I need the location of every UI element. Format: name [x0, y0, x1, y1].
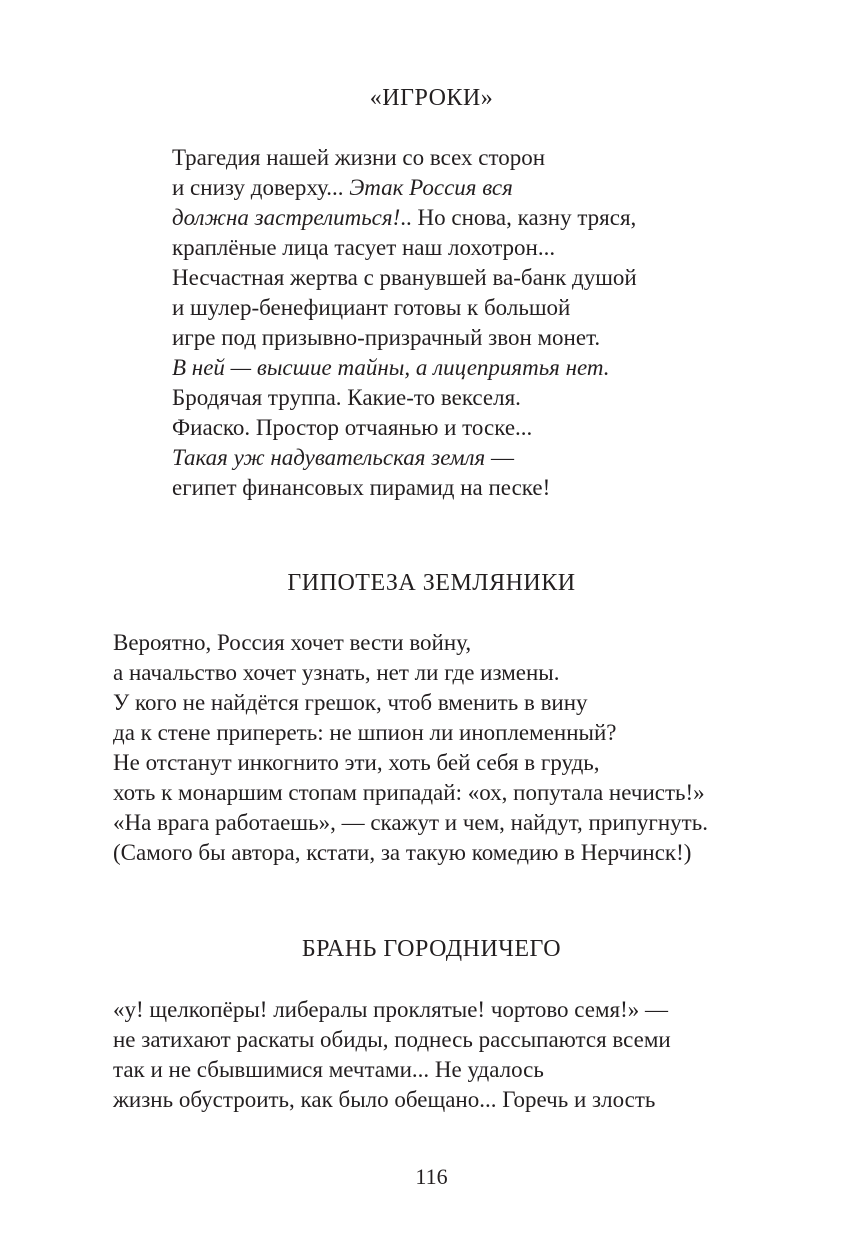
page-number: 116	[415, 1164, 448, 1189]
line-text: «На врага работаешь», — скажут и чем, найдут, припугнуть.	[113, 810, 708, 835]
line-text: краплёные лица тасует наш лохотрон...	[172, 235, 556, 260]
line-text: не затихают раскаты обиды, поднесь рассыпаются всеми	[113, 1027, 671, 1052]
line-text: египет финансовых пирамид на песке!	[172, 475, 551, 500]
poem-line	[113, 628, 708, 658]
poem-line	[172, 413, 637, 443]
poem-line	[113, 718, 708, 748]
poem-line	[172, 173, 637, 203]
line-text: жизнь обустроить, как было обещано... Горечь и злость	[113, 1087, 656, 1112]
poem-title-bran: БРАНЬ ГОРОДНИЧЕГО	[301, 936, 562, 962]
line-text: и шулер-бенефициант готовы к большой	[172, 295, 571, 320]
line-text: Несчастная жертва с рванувшей ва-банк душой	[172, 265, 637, 290]
poem-title-gipoteza: ГИПОТЕЗА ЗЕМЛЯНИКИ	[287, 570, 576, 596]
line-text: —	[485, 445, 514, 470]
italic-text: Такая уж надувательская земля	[172, 445, 486, 470]
poem-line	[172, 143, 637, 173]
line-text: и снизу доверху...	[172, 175, 350, 200]
poem-text-igroki	[172, 143, 637, 503]
italic-text: Этак Россия вся	[349, 175, 513, 200]
poem-line	[113, 808, 708, 838]
poem-line	[172, 353, 637, 383]
poem-line	[172, 443, 637, 473]
poem-line	[172, 323, 637, 353]
poem-line	[172, 203, 637, 233]
line-text: хоть к монаршим стопам припадай: «ох, попутала нечисть!»	[113, 780, 705, 805]
line-text: «у! щелкопёры! либералы проклятые! чортово семя!» —	[113, 997, 669, 1022]
line-text: Фиаско. Простор отчаянью и тоске...	[172, 415, 533, 440]
line-text: Бродячая труппа. Какие-то векселя.	[172, 385, 521, 410]
line-text: да к стене припереть: не шпион ли иноплеменный?	[113, 720, 617, 745]
poem-line	[113, 1055, 671, 1085]
line-text: (Самого бы автора, кстати, за такую комедию в Нерчинск!)	[113, 840, 692, 865]
poem-line	[172, 263, 637, 293]
poem-line	[113, 1085, 671, 1115]
line-text: У кого не найдётся грешок, чтоб вменить в вину	[113, 690, 588, 715]
poem-line	[113, 658, 708, 688]
poem-line	[113, 748, 708, 778]
poem-line	[172, 383, 637, 413]
line-text: так и не сбывшимися мечтами... Не удалось	[113, 1057, 544, 1082]
poem-line	[113, 995, 671, 1025]
poem-title-igroki: «ИГРОКИ»	[369, 85, 494, 111]
line-text: .. Но снова, казну тряся,	[400, 205, 637, 230]
poem-line	[113, 688, 708, 718]
poem-line	[113, 838, 708, 868]
italic-text: должна застрелиться!	[172, 205, 401, 230]
line-text: Трагедия нашей жизни со всех сторон	[172, 145, 545, 170]
poem-text-gipoteza	[113, 628, 708, 868]
italic-text: В ней — высшие тайны, а лицеприятья нет.	[172, 355, 610, 380]
poem-line	[172, 233, 637, 263]
poem-line	[172, 473, 637, 503]
poem-text-bran	[113, 995, 671, 1115]
line-text: Не отстанут инкогнито эти, хоть бей себя в грудь,	[113, 750, 600, 775]
poem-line	[113, 1025, 671, 1055]
poem-line	[172, 293, 637, 323]
line-text: игре под призывно-призрачный звон монет.	[172, 325, 601, 350]
line-text: а начальство хочет узнать, нет ли где измены.	[113, 660, 560, 685]
line-text: Вероятно, Россия хочет вести войну,	[113, 630, 472, 655]
poem-line	[113, 778, 708, 808]
